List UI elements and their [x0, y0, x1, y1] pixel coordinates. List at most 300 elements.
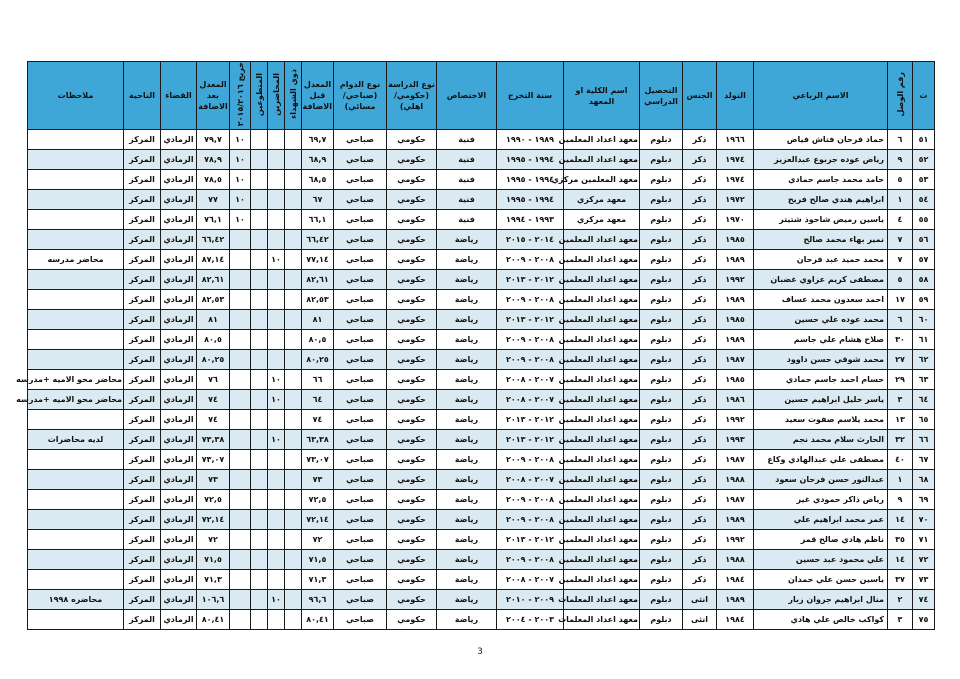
table-cell: ٦٦,٤٢ [197, 230, 230, 250]
table-cell: الرمادي [161, 210, 197, 230]
table-cell [230, 490, 251, 510]
header-cell: سنة التخرج [497, 62, 564, 130]
table-cell: صباحي [334, 390, 387, 410]
table-cell: معهد اعداد المعلمين [564, 150, 640, 170]
table-cell: معهد اعداد المعلمين [564, 330, 640, 350]
table-cell: ٢٠٠٨ - ٢٠٠٩ [497, 350, 564, 370]
table-cell: دبلوم [640, 190, 683, 210]
table-cell: دبلوم [640, 470, 683, 490]
table-cell: انثى [683, 590, 717, 610]
table-cell: صباحي [334, 590, 387, 610]
table-cell: ٢٠٠٨ - ٢٠٠٩ [497, 490, 564, 510]
header-cell: نوع الدوام (صباحي/ مسائي) [334, 62, 387, 130]
table-cell: حكومي [387, 530, 437, 550]
table-cell: ٦٤ [913, 390, 935, 410]
table-cell: صباحي [334, 530, 387, 550]
table-cell: المركز [124, 450, 161, 470]
table-cell: دبلوم [640, 290, 683, 310]
table-cell [268, 210, 285, 230]
table-cell: ٧١,٣ [197, 570, 230, 590]
table-cell: ٧٧ [197, 190, 230, 210]
table-cell [230, 270, 251, 290]
table-cell: رياضة [437, 370, 497, 390]
table-cell: معهد المعلمين مركزي [564, 170, 640, 190]
table-cell: ذكر [683, 470, 717, 490]
table-cell: المركز [124, 170, 161, 190]
table-cell: ٨٢,٥٣ [302, 290, 334, 310]
table-cell: ٧٠ [913, 510, 935, 530]
table-cell: ٢٠٠٨ - ٢٠٠٩ [497, 510, 564, 530]
table-cell [28, 350, 124, 370]
table-cell [285, 410, 302, 430]
table-row [28, 130, 935, 150]
table-cell: رياضة [437, 490, 497, 510]
table-cell: صباحي [334, 610, 387, 630]
table-cell: ٧٣,٠٧ [302, 450, 334, 470]
table-cell [230, 390, 251, 410]
table-body [16, 130, 935, 630]
table-cell: محمد عوده علي حسين [754, 310, 888, 330]
table-cell: ١٩٧٤ [717, 170, 754, 190]
table-cell: دبلوم [640, 350, 683, 370]
table-cell [251, 150, 268, 170]
table-cell: مصطفى كريم عزاوي غضبان [754, 270, 888, 290]
table-cell [268, 410, 285, 430]
table-cell [230, 350, 251, 370]
table-cell: نمير بهاء محمد صالح [754, 230, 888, 250]
table-cell: ١٤ [888, 550, 913, 570]
table-cell: صباحي [334, 190, 387, 210]
table-cell [285, 470, 302, 490]
table-cell: حكومي [387, 230, 437, 250]
table-cell: المركز [124, 570, 161, 590]
table-cell: ٢٠١٤ - ٢٠١٥ [497, 230, 564, 250]
table-cell: ٧٣ [913, 570, 935, 590]
table-cell: ١٩٩٣ [717, 430, 754, 450]
table-cell: الرمادي [161, 570, 197, 590]
table-cell [285, 570, 302, 590]
table-cell: ٧٢ [913, 550, 935, 570]
table-cell [268, 610, 285, 630]
table-cell: صباحي [334, 210, 387, 230]
table-cell: رياضة [437, 330, 497, 350]
table-cell: الرمادي [161, 270, 197, 290]
table-cell: ٦٧ [302, 190, 334, 210]
table-cell: فنية [437, 130, 497, 150]
table-cell: دبلوم [640, 550, 683, 570]
table-cell: علي محمود عبد حسين [754, 550, 888, 570]
table-cell: محاضر محو الاميه +مدرسه [28, 390, 124, 410]
table-cell: حكومي [387, 470, 437, 490]
table-cell [28, 410, 124, 430]
table-cell [251, 270, 268, 290]
table-cell: ياسين رميض شاحوذ شتيتر [754, 210, 888, 230]
table-cell: ٦ [888, 130, 913, 150]
table-cell: رياض ذاكر حمودي غير [754, 490, 888, 510]
table-cell: المركز [124, 410, 161, 430]
table-cell: ٢٠١٢ - ٢٠١٣ [497, 410, 564, 430]
table-cell [285, 350, 302, 370]
table-cell: ذكر [683, 130, 717, 150]
table-cell [268, 230, 285, 250]
table-cell: المركز [124, 210, 161, 230]
table-cell: ١٩٩٢ [717, 270, 754, 290]
table-cell: ١٠ [230, 150, 251, 170]
table-cell: دبلوم [640, 250, 683, 270]
table-cell: ١٠ [230, 210, 251, 230]
table-cell [285, 550, 302, 570]
table-cell: معهد اعداد المعلمين [564, 230, 640, 250]
table-cell: ١٩٨٩ - ١٩٩٠ [497, 130, 564, 150]
table-cell: معهد اعداد المعلمين [564, 270, 640, 290]
table-cell: ٥٤ [913, 190, 935, 210]
table-cell: صباحي [334, 310, 387, 330]
table-cell: ٣ [888, 610, 913, 630]
table-cell: دبلوم [640, 590, 683, 610]
table-cell: رياضة [437, 310, 497, 330]
table-cell: ٧٨,٥ [197, 170, 230, 190]
table-cell: معهد اعداد المعلمين [564, 470, 640, 490]
table-cell [285, 430, 302, 450]
table-cell: ٩ [888, 490, 913, 510]
table-cell [268, 510, 285, 530]
table-row [28, 590, 935, 610]
table-cell [28, 510, 124, 530]
table-cell: محاضر محو الاميه +مدرسه [28, 370, 124, 390]
table-cell: ٢٠٠٧ - ٢٠٠٨ [497, 370, 564, 390]
table-cell: المركز [124, 310, 161, 330]
table-cell: رياضة [437, 470, 497, 490]
table-cell [230, 430, 251, 450]
header-cell: ملاحظات [28, 62, 124, 130]
table-cell [251, 490, 268, 510]
table-cell: الرمادي [161, 190, 197, 210]
table-cell: ٦٦,١ [302, 210, 334, 230]
table-cell: عبدالنور حسن فرحان سعود [754, 470, 888, 490]
table-cell: حكومي [387, 490, 437, 510]
table-cell: ٢٧ [888, 350, 913, 370]
table-cell: فنية [437, 170, 497, 190]
table-row [28, 250, 935, 270]
table-cell: ٧٨,٩ [197, 150, 230, 170]
table-cell: ١٩٨٧ [717, 490, 754, 510]
table-cell: ٧١,٥ [302, 550, 334, 570]
table-cell [230, 310, 251, 330]
table-cell: ١٩٩٢ [717, 530, 754, 550]
table-cell: معهد اعداد المعلمين [564, 490, 640, 510]
table-cell: الرمادي [161, 470, 197, 490]
table-cell: دبلوم [640, 330, 683, 350]
table-cell: ذكر [683, 370, 717, 390]
table-cell [285, 370, 302, 390]
table-cell: حكومي [387, 390, 437, 410]
table-cell: حكومي [387, 130, 437, 150]
table-cell: معهد اعداد المعلمين [564, 510, 640, 530]
table-row [28, 190, 935, 210]
table-cell [251, 370, 268, 390]
table-cell [285, 230, 302, 250]
table-cell [28, 610, 124, 630]
table-cell [230, 410, 251, 430]
table-cell: المركز [124, 370, 161, 390]
table-cell: ذكر [683, 530, 717, 550]
table-cell: معهد اعداد المعلمات [564, 590, 640, 610]
table-row [28, 330, 935, 350]
table-cell [268, 170, 285, 190]
table-cell: رياضة [437, 610, 497, 630]
table-row [28, 510, 935, 530]
table-cell: ٦٦ [302, 370, 334, 390]
table-cell [28, 210, 124, 230]
table-cell: ١ [888, 190, 913, 210]
table-cell: ١٩٩٤ - ١٩٩٥ [497, 150, 564, 170]
candidates-table [16, 61, 935, 630]
table-cell [251, 230, 268, 250]
table-cell: رياضة [437, 510, 497, 530]
table-cell: دبلوم [640, 390, 683, 410]
table-cell [268, 190, 285, 210]
table-cell: ٢٠٠٨ - ٢٠٠٩ [497, 550, 564, 570]
table-cell: ١٩٩٣ - ١٩٩٤ [497, 210, 564, 230]
table-cell [230, 590, 251, 610]
table-cell [268, 290, 285, 310]
table-cell: صباحي [334, 430, 387, 450]
table-cell [251, 430, 268, 450]
table-cell: صباحي [334, 270, 387, 290]
table-cell [251, 170, 268, 190]
table-cell: معهد اعداد المعلمين [564, 350, 640, 370]
table-cell: ١٩٨٧ [717, 350, 754, 370]
table-cell: فنية [437, 210, 497, 230]
table-cell: دبلوم [640, 310, 683, 330]
table-cell: محاضره ١٩٩٨ [28, 590, 124, 610]
table-cell: حسام احمد جاسم حمادي [754, 370, 888, 390]
table-row [28, 470, 935, 490]
table-cell: حكومي [387, 190, 437, 210]
table-cell: كواكب خالص علي هادي [754, 610, 888, 630]
table-cell: منال ابراهيم جروان زبار [754, 590, 888, 610]
table-cell: صباحي [334, 130, 387, 150]
table-cell: ذكر [683, 450, 717, 470]
header-cell: اسم الكلية او المعهد [564, 62, 640, 130]
table-cell: صباحي [334, 230, 387, 250]
table-row [28, 490, 935, 510]
table-cell: ١٩٨٤ [717, 610, 754, 630]
table-cell: المركز [124, 470, 161, 490]
table-cell: معهد اعداد المعلمين [564, 310, 640, 330]
table-cell: ٧٣ [197, 470, 230, 490]
table-cell: دبلوم [640, 230, 683, 250]
table-cell: رياضة [437, 290, 497, 310]
table-cell: ٦٩ [913, 490, 935, 510]
table-cell: ٧٢ [197, 530, 230, 550]
table-cell: معهد اعداد المعلمين [564, 450, 640, 470]
table-cell: صباحي [334, 510, 387, 530]
table-cell: ١٩٨٥ [717, 230, 754, 250]
table-cell: ٨٠,٥ [197, 330, 230, 350]
table-cell: معهد اعداد المعلمين [564, 530, 640, 550]
table-cell [268, 470, 285, 490]
table-cell: المركز [124, 230, 161, 250]
header-cell: خريج ٢٠١٥/٢٠١٦ [230, 62, 251, 130]
table-cell: محمد شوقي حسن داوود [754, 350, 888, 370]
table-cell: ١٩٨٨ [717, 550, 754, 570]
table-cell: حكومي [387, 270, 437, 290]
table-cell: ذكر [683, 170, 717, 190]
table-cell: ٧٢,٥ [302, 490, 334, 510]
table-cell: الرمادي [161, 230, 197, 250]
table-cell: ٥٢ [913, 150, 935, 170]
table-cell: ٤ [888, 210, 913, 230]
table-cell: ١٩٨٤ [717, 570, 754, 590]
table-cell: صباحي [334, 250, 387, 270]
table-cell [230, 570, 251, 590]
table-cell: ٧٢,١٤ [302, 510, 334, 530]
table-cell: معهد اعداد المعلمين [564, 430, 640, 450]
table-cell: ذكر [683, 210, 717, 230]
table-cell [251, 210, 268, 230]
table-cell: ذكر [683, 550, 717, 570]
table-row [28, 450, 935, 470]
table-cell: ٦٨ [913, 470, 935, 490]
table-row [28, 530, 935, 550]
table-cell: ذكر [683, 270, 717, 290]
table-cell: المركز [124, 390, 161, 410]
table-cell: المركز [124, 330, 161, 350]
table-cell: ٢٠١٢ - ٢٠١٣ [497, 530, 564, 550]
table-cell: ياسين حسن علي حمدان [754, 570, 888, 590]
table-cell: صباحي [334, 370, 387, 390]
table-cell: حكومي [387, 150, 437, 170]
table-cell: صباحي [334, 350, 387, 370]
table-row [28, 270, 935, 290]
table-cell [251, 610, 268, 630]
table-cell: رياضة [437, 530, 497, 550]
table-cell: رياضة [437, 450, 497, 470]
table-cell: ٧٢,٥ [197, 490, 230, 510]
table-cell: رياضة [437, 390, 497, 410]
table-cell [230, 250, 251, 270]
table-cell: الرمادي [161, 410, 197, 430]
table-cell: معهد اعداد المعلمات [564, 610, 640, 630]
header-cell: القضاء [161, 62, 197, 130]
header-cell: التحصيل الدراسي [640, 62, 683, 130]
table-cell: ٢٠٠٧ - ٢٠٠٨ [497, 570, 564, 590]
table-row [28, 390, 935, 410]
table-cell [28, 490, 124, 510]
table-cell [251, 570, 268, 590]
table-cell: الرمادي [161, 450, 197, 470]
table-cell: حكومي [387, 210, 437, 230]
table-cell: الرمادي [161, 590, 197, 610]
table-cell: حكومي [387, 570, 437, 590]
table-cell [268, 490, 285, 510]
header-cell: الجنس [683, 62, 717, 130]
table-cell: ١٩٨٥ [717, 310, 754, 330]
table-cell: ٨٢,٥٣ [197, 290, 230, 310]
table-cell [230, 230, 251, 250]
table-cell: ذكر [683, 390, 717, 410]
table-cell: ٧٤ [197, 410, 230, 430]
table-cell [28, 330, 124, 350]
table-cell [28, 550, 124, 570]
table-cell: ٦١ [913, 330, 935, 350]
table-cell: ذكر [683, 150, 717, 170]
table-cell: ٥٨ [913, 270, 935, 290]
table-cell: المركز [124, 550, 161, 570]
table-cell: الرمادي [161, 430, 197, 450]
table-cell: حكومي [387, 290, 437, 310]
table-cell: ١٩٦٦ [717, 130, 754, 150]
table-cell: ٩٦,٦ [302, 590, 334, 610]
table-cell: ذكر [683, 570, 717, 590]
table-cell: ٦ [888, 310, 913, 330]
table-cell: ٢٠٠٧ - ٢٠٠٨ [497, 390, 564, 410]
table-cell [251, 130, 268, 150]
table-cell [28, 270, 124, 290]
table-cell: ٧١ [913, 530, 935, 550]
table-cell: محاضر مدرسه [28, 250, 124, 270]
table-cell: ذكر [683, 290, 717, 310]
table-cell [268, 450, 285, 470]
table-cell: رياضة [437, 270, 497, 290]
table-cell: ١٩٨٩ [717, 510, 754, 530]
table-cell: ٥٦ [913, 230, 935, 250]
table-cell: دبلوم [640, 570, 683, 590]
header-cell: المتطوعين [251, 62, 268, 130]
table-cell: ١٩٩٤ - ١٩٩٥ [497, 170, 564, 190]
table-cell: ٨٠,٤١ [302, 610, 334, 630]
table-cell: ذكر [683, 230, 717, 250]
table-cell: ذكر [683, 330, 717, 350]
table-cell: ٦٣ [913, 370, 935, 390]
table-cell: المركز [124, 430, 161, 450]
table-cell: رياضة [437, 590, 497, 610]
table-cell: ٦٣,٣٨ [302, 430, 334, 450]
table-cell: دبلوم [640, 490, 683, 510]
table-cell: ١٠ [230, 170, 251, 190]
table-cell: حماد فرحان فتاش فياض [754, 130, 888, 150]
table-cell: صباحي [334, 490, 387, 510]
table-cell: معهد اعداد المعلمين [564, 570, 640, 590]
table-cell: المركز [124, 590, 161, 610]
table-cell: صباحي [334, 570, 387, 590]
table-cell [251, 290, 268, 310]
table-row [28, 550, 935, 570]
table-cell [251, 450, 268, 470]
table-cell: ١٩٨٨ [717, 470, 754, 490]
table-cell [251, 470, 268, 490]
table-cell: ٨٠,٢٥ [197, 350, 230, 370]
table-row [28, 310, 935, 330]
table-cell: معهد اعداد المعلمين [564, 390, 640, 410]
table-cell: دبلوم [640, 450, 683, 470]
table-cell [28, 290, 124, 310]
table-cell: صباحي [334, 450, 387, 470]
table-cell [28, 530, 124, 550]
table-cell: الرمادي [161, 390, 197, 410]
table-cell: ٧٤ [913, 590, 935, 610]
table-cell: ١ [888, 470, 913, 490]
table-cell: ٧١,٥ [197, 550, 230, 570]
header-cell: الاسم الرباعي [754, 62, 888, 130]
header-cell: نوع الدراسة (حكومي/اهلي) [387, 62, 437, 130]
table-cell [28, 170, 124, 190]
table-cell [230, 610, 251, 630]
table-cell [285, 310, 302, 330]
table-cell: فنية [437, 190, 497, 210]
table-cell: ٨٢,٦١ [197, 270, 230, 290]
